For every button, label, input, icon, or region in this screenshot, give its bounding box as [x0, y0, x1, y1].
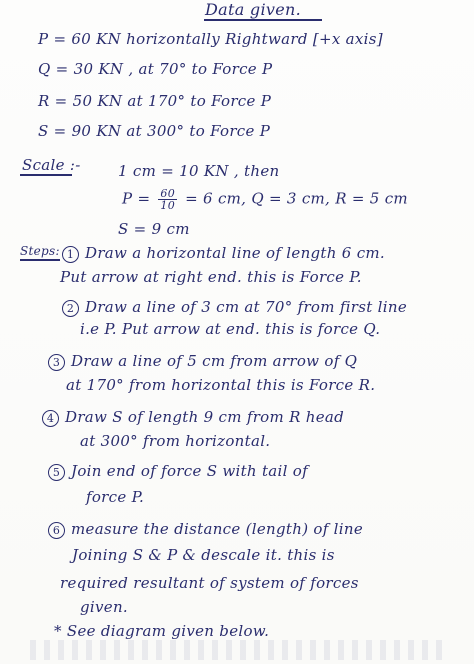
step-5-number: 5	[48, 464, 65, 481]
scale-line-1: 1 cm = 10 KN , then	[118, 162, 280, 180]
step-1-line-1	[62, 244, 385, 263]
scale-p-suffix: = 6 cm, Q = 3 cm, R = 5 cm	[185, 189, 408, 208]
fraction-denominator: 10	[160, 199, 176, 212]
step-5-line-1	[48, 462, 308, 481]
diagram-note: * See diagram given below.	[54, 622, 270, 640]
bleed-through-texture	[30, 640, 450, 660]
step-3-number: 3	[48, 354, 65, 371]
step-6-line-4: given.	[80, 598, 128, 616]
scale-label: Scale :-	[22, 156, 81, 174]
step-2-line-1	[62, 298, 407, 317]
title-underline	[204, 19, 322, 21]
given-r: R = 50 KN at 170° to Force P	[38, 92, 272, 110]
page-title: Data given.	[205, 0, 301, 19]
step-2-line-2: i.e P. Put arrow at end. this is force Q.	[80, 320, 381, 338]
steps-underline	[20, 259, 60, 261]
step-4-line-2: at 300° from horizontal.	[80, 432, 271, 450]
steps-label: Steps:	[20, 244, 60, 258]
given-q: Q = 30 KN , at 70° to Force P	[38, 60, 273, 78]
step-5-line-2: force P.	[86, 488, 145, 506]
step-3-text-1: Draw a line of 5 cm from arrow of Q	[71, 352, 358, 370]
step-1-text-1: Draw a horizontal line of length 6 cm.	[85, 244, 385, 262]
step-3-line-1	[48, 352, 357, 371]
given-s: S = 90 KN at 300° to Force P	[38, 122, 271, 140]
scale-fraction	[158, 188, 177, 211]
step-1-number: 1	[62, 246, 79, 263]
given-p: P = 60 KN horizontally Rightward [+x axis]	[38, 30, 383, 48]
fraction-numerator: 60	[160, 187, 176, 200]
step-4-number: 4	[42, 410, 59, 427]
step-6-text-1: measure the distance (length) of line	[71, 520, 364, 538]
step-4-line-1	[42, 408, 344, 427]
scale-underline	[20, 174, 72, 176]
step-6-number: 6	[48, 522, 65, 539]
step-5-text-1: Join end of force S with tail of	[71, 462, 308, 480]
step-3-line-2: at 170° from horizontal this is Force R.	[66, 376, 376, 394]
scale-line-3: S = 9 cm	[118, 220, 190, 238]
step-6-line-3: required resultant of system of forces	[60, 574, 359, 592]
step-2-number: 2	[62, 300, 79, 317]
step-6-line-1	[48, 520, 363, 539]
step-1-line-2: Put arrow at right end. this is Force P.	[60, 268, 362, 286]
step-2-text-1: Draw a line of 3 cm at 70° from first line	[85, 298, 407, 316]
step-6-line-2: Joining S & P & descale it. this is	[72, 546, 335, 564]
step-4-text-1: Draw S of length 9 cm from R head	[65, 408, 345, 426]
scale-line-2	[122, 188, 408, 211]
scale-p-prefix: P =	[122, 189, 151, 208]
